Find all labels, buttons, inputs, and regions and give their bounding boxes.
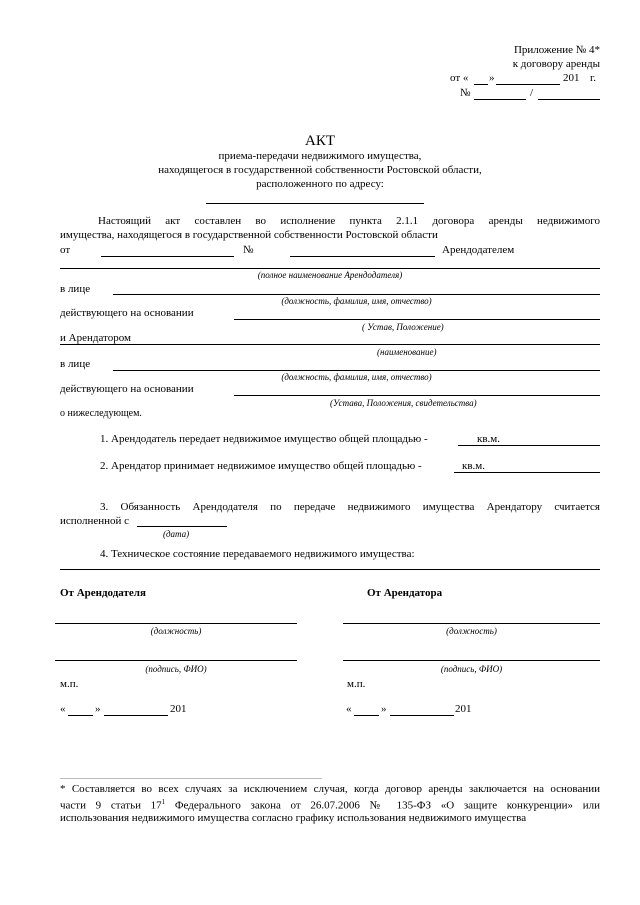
charter-hint-2: (Устава, Положения, свидетельства) [330, 398, 477, 408]
tenant-day-blank[interactable] [354, 715, 379, 716]
date-prefix: от « [450, 72, 469, 84]
tenant-position-blank[interactable] [343, 623, 600, 624]
title-line-2: находящегося в государственной собственности Ростовской области, [158, 164, 482, 176]
title-line-1: приема-передачи недвижимого имущества, [218, 150, 422, 162]
as-follows-label: о нижеследующем. [60, 408, 142, 419]
item-1-text: 1. Арендодатель передает недвижимое имущество общей площадью - [100, 433, 428, 445]
number-separator: / [530, 87, 534, 99]
date-hint: (дата) [163, 529, 190, 539]
landlord-position-blank[interactable] [55, 623, 297, 624]
footnote-line-1: * Составляется во всех случаях за исключением случая, когда договор аренды заключается на основании [60, 783, 600, 795]
item-3-line-2: исполненной с [60, 515, 130, 527]
tenant-basis-blank[interactable] [234, 395, 600, 396]
intro-line-2: имущества, находящегося в государственной собственности Ростовской области [60, 229, 438, 241]
position-name-hint-2: (должность, фамилия, имя, отчество) [281, 372, 432, 382]
year-prefix: 201 [563, 72, 580, 84]
landlord-date-close: » [95, 703, 101, 715]
and-tenant-label: и Арендатором [60, 332, 131, 344]
item-4-condition-blank[interactable] [60, 569, 600, 570]
item-1-unit: кв.м. [477, 433, 500, 445]
position-name-hint-1: (должность, фамилия, имя, отчество) [281, 296, 432, 306]
tenant-sign-blank[interactable] [343, 660, 600, 661]
item-2-unit: кв.м. [462, 460, 485, 472]
footnote-separator [60, 778, 322, 779]
landlord-stamp-label: м.п. [60, 678, 79, 690]
intro-number-blank[interactable] [290, 256, 435, 257]
item-2-area-blank[interactable] [454, 472, 600, 473]
item-2-text: 2. Арендатор принимает недвижимое имущество общей площадью - [100, 460, 422, 472]
item-3-date-blank[interactable] [137, 526, 227, 527]
footnote-superscript: 1 [161, 798, 166, 806]
landlord-day-blank[interactable] [68, 715, 93, 716]
in-person-label-1: в лице [60, 283, 91, 295]
number-blank-1[interactable] [474, 99, 526, 100]
tenant-date-close: » [381, 703, 387, 715]
item-1-area-blank[interactable] [458, 445, 600, 446]
tenant-name-hint: (наименование) [377, 347, 437, 357]
item-4-text: 4. Техническое состояние передаваемого недвижимого имущества: [100, 548, 415, 560]
number-label: № [243, 244, 254, 256]
landlord-year: 201 [170, 703, 187, 715]
landlord-basis-blank[interactable] [234, 319, 600, 320]
tenant-date-open: « [346, 703, 352, 715]
year-suffix: г. [590, 72, 597, 84]
in-person-label-2: в лице [60, 358, 91, 370]
landlord-signature-title: От Арендодателя [60, 587, 146, 599]
tenant-year: 201 [455, 703, 472, 715]
date-mid: » [489, 72, 495, 84]
tenant-position-hint: (должность) [446, 626, 497, 636]
landlord-position-hint: (должность) [150, 626, 202, 636]
tenant-stamp-label: м.п. [347, 678, 366, 690]
landlord-month-blank[interactable] [104, 715, 168, 716]
footnote-line-2 [60, 798, 600, 812]
footnote-line-2a: части 9 статьи 17 [60, 799, 162, 812]
item-3-line-1: 3. Обязанность Арендодателя по передаче недвижимого имущества Арендатору считается [100, 501, 600, 513]
address-blank[interactable] [206, 203, 424, 204]
footnote-line-3: использования недвижимого имущества согласно графику использования недвижимого имущества [60, 812, 527, 824]
tenant-month-blank[interactable] [390, 715, 454, 716]
title-line-3: расположенного по адресу: [256, 178, 384, 190]
landlord-date-open: « [60, 703, 66, 715]
charter-hint-1: ( Устав, Положение) [362, 322, 444, 332]
acting-basis-label-2: действующего на основании [60, 383, 194, 395]
month-blank[interactable] [496, 84, 560, 85]
landlord-sign-blank[interactable] [55, 660, 297, 661]
contract-reference: к договору аренды [512, 58, 600, 70]
landlord-sign-hint: (подпись, ФИО) [145, 664, 207, 674]
intro-line-1: Настоящий акт составлен во исполнение пункта 2.1.1 договора аренды недвижимого [98, 215, 600, 227]
landlord-representative-blank[interactable] [113, 294, 600, 295]
appendix-label: Приложение № 4* [513, 44, 600, 56]
number-blank-2[interactable] [538, 99, 600, 100]
from-label: от [60, 244, 71, 256]
tenant-sign-hint: (подпись, ФИО) [440, 664, 503, 674]
acting-basis-label-1: действующего на основании [60, 307, 194, 319]
tenant-representative-blank[interactable] [113, 370, 600, 371]
intro-date-blank[interactable] [101, 256, 234, 257]
landlord-name-hint: (полное наименование Арендодателя) [257, 270, 403, 280]
landlord-name-blank[interactable] [60, 268, 600, 269]
landlord-word: Арендодателем [442, 244, 515, 256]
footnote-line-2b: Федерального закона от 26.07.2006 № 135-ФЗ «О защите конкуренции» или [165, 799, 601, 812]
tenant-name-blank[interactable] [60, 344, 600, 345]
document-title: АКТ [305, 133, 335, 149]
number-symbol: № [460, 87, 471, 99]
tenant-signature-title: От Арендатора [367, 587, 443, 599]
day-blank[interactable] [474, 84, 488, 85]
